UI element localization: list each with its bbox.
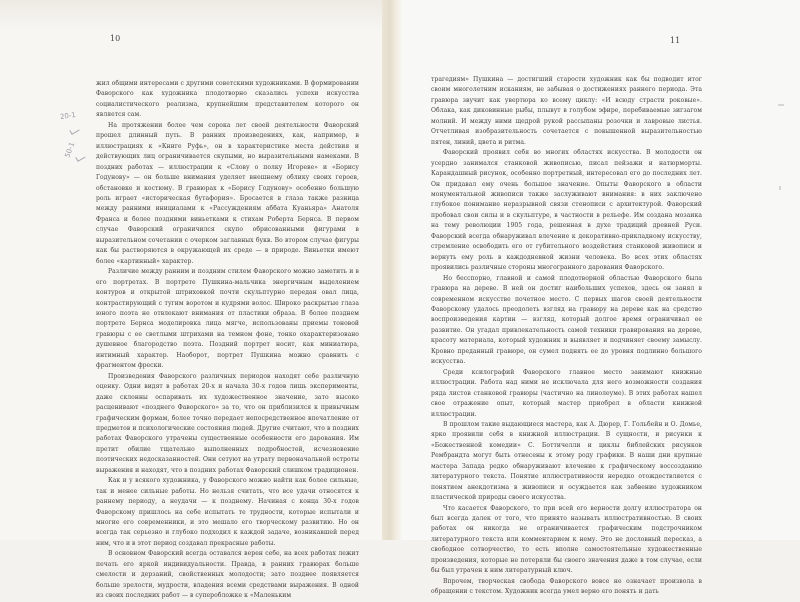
paragraph: Как и у всякого художника, у Фаворского можно найти как более сильные, так и менее сильные работы. Но нельзя считать, что все удачи относятся к раннему периоду, а неудачи — к позднему. Начиная с конца 30-х годов Фаворскому пришлось на себе испытать те трудности, которые испытали и многие его современники, и это мешало его творческому развитию. Но он всегда так серьезно и глубоко подходил к каждой задаче, возникавшей перед ним, что и в этот период создавал прекрасные работы. [96,477,359,547]
paragraph: В прошлом такие выдающиеся мастера, как А. Дюрер, Г. Гольбейн и О. Домье, ярко проявили себя в книжной иллюстрации. В сущности, и рисунки к «Божественной комедии» С. Боттичелли и циклы библейских рисунков Рембрандта могут быть отнесены к этому роду графики. В наши дни крупные мастера Запада редко обнаруживают влечение к графическому воссозданию литературного текста. Понятие иллюстративности нередко отождествляется с понятием анекдотизма в живописи и осуждается как забвение художником пластической природы своего искусства. [431,420,702,502]
paragraph: В основном Фаворский всегда оставался верен себе, на всех работах лежит печать его яркой индивидуальности. Правда, в ранних гравюрах больше смелости и дерзаний, свойственных молодости; зато позднее появляется больше зрелости, мудрости, владения всеми средствами выражения. В одной из своих последних работ — в суперобложке к «Маленьким [96,550,359,600]
paragraph: жил общими интересами с другими советскими художниками. В формировании Фаворского как художника плодотворно сказались успехи искусства социалистического реализма, крупнейшим представителем которого он является сам. [96,80,359,119]
paragraph: Впрочем, творческая свобода Фаворского вовсе не означает произвола в обращении с текстом. Художник всегда умел верно его понять и дать [431,577,702,596]
book-gutter [382,0,402,540]
paper-speck [779,186,781,190]
margin-note: 50-1 [63,141,77,159]
paragraph: Но бесспорно, главной и самой плодотворной областью Фаворского была гравюра на дереве. В ней он достиг наибольших успехов, здесь он занял в современном искусстве почетное место. С первых шагов своей деятельности Фаворскому удалось преодолеть взгляд на гравюру на дереве как на средство воспроизведения картин — взгляд, который долгое время ограничивал ее развитие. Он угадал привлекательность самой техники гравирования на дереве, красоту материала, который художник и выявляет и подчиняет своему замыслу. Кровно преданный гравюре, он сумел поднять ее до уровня подлинно большого искусства. [431,274,702,366]
paper-speck [778,104,784,106]
margin-note: 20-1 [59,110,77,122]
page-number-left: 10 [110,34,121,43]
right-page-body [431,75,702,598]
left-page-body [96,79,359,602]
paragraph: На протяжении более чем сорока лет своей деятельности Фаворский прошел длинный путь. В ранних произведениях, как, например, в иллюстрациях к «Книге Руфь», он в характеристике места действия и действующих лиц ограничивается скупыми, но выразительными намеками. В поздних работах — иллюстрации к «Слову о полку Игореве» и «Борису Годунову» — он больше внимания уделяет внешнему облику своих героев, обстановке и костюму. В гравюрах к «Борису Годунову» особенно большую роль играет «историческая бутафория». Бросается в глаза также разница между ранними инициалами к «Рассуждениям аббата Куаньяра» Анатоля Франса и более поздними виньетками к стихам Роберта Бернса. В первом случае Фаворский ограничился скупо обрисованными фигурами в выразительном сочетании с очерком заглавных букв. Во втором случае фигуры как бы растворяются в окружающей их среде — в природе. Виньетки имеют более «картинный» характер. [96,121,359,265]
paragraph: Различие между ранним и поздним стилем Фаворского можно заметить и в его портретах. В портрете Пушкина-мальчика энергичным выделением контуров и открытой штриховкой почти скульптурно передан овал лица, контрастирующий с тугим воротом и кудрями волос. Широко раскрытые глаза юного поэта не отвлекают внимания от пластики образа. В более позднем портрете Бернса моделировка лица мягче, использованы приемы тоновой гравюры с ее светлыми штрихами на темном фоне, тонко охарактеризовано душевное благородство поэта. Поздний портрет носит, как миниатюра, интимный характер. Наоборот, портрет Пушкина можно сравнить с фрагментом фрески. [96,268,359,370]
paragraph: Произведения Фаворского различных периодов находят себе различную оценку. Одни видят в работах 20-х и начала 30-х годов лишь эксперименты, даже склонны оспаривать их художественное значение, зато высоко расценивают «позднего Фаворского» за то, что он приблизился к привычным графическим формам, более точно передает непосредственное впечатление от предметов и психологические состояния людей. Другие считают, что в поздних работах Фаворского утрачены существенные особенности его дарования. Им претит обилие тщательно выполненных подробностей, исчезновение поэтических недосказанностей. Они сетуют на утрату первоначальной остроты выражения и находят, что в поздних работах Фаворский слишком традиционен. [96,372,359,474]
paragraph: Среди ксилографий Фаворского главное место занимают книжные иллюстрации. Работа над ними не исключала для него возможности создания ряда листов станковой гравюры (частично на линолеуме). В этих работах нашел свое отражение опыт, который мастер приобрел в области книжной иллюстрации. [431,368,702,418]
page-number-right: 11 [670,36,681,45]
paragraph: трагедиям» Пушкина — достигший старости художник как бы подводит итог своим многолетним исканиям, не забывая о достижениях раннего периода. Эта гравюра звучит как увертюра ко всему циклу: «И всюду страсти роковые». Облака, как диковинные рыбы, плывут в голубом эфире, перебиваемые зигзагом молний. И между ними щедрой рукой рассыпаны розочки и лавровые листья. Отчетливая изобразительность сочетается с повышенной выразительностью пятен, линий, цвета и ритма. [431,76,702,146]
paragraph: Фаворский проявил себя во многих областях искусства. В молодости он усердно занимался станковой живописью, писал пейзажи и натюрморты. Карандашный рисунок, особенно портретный, интересовал его до последних лет. Он придавал ему очень большое значение. Опыты Фаворского в области монументальной живописи также заслуживают внимания: в них заключено глубокое понимание неразрывной связи стенописи с архитектурой. Фаворский пробовал свои силы и в скульптуре, в частности в рельефе. Им создана мозаика на тему революции 1905 года, решенная в духе традиций древней Руси. Фаворский всегда обнаруживал влечение к декоративно-прикладному искусству, стремление освободить его от губительного воздействия станковой живописи и вернуть ему роль в каждодневной жизни человека. Во всех этих областях проявились различные стороны многогранного дарования Фаворского. [431,149,702,272]
paragraph: Что касается Фаворского, то при всей его верности долгу иллюстратора он был всегда далек от того, что принято называть иллюстративностью. В своих работах он никогда не ограничивается графическим подстрочником литературного текста или комментарием к нему. Это не дословный пересказ, а свободное сотворчество, то есть вполне самостоятельные художественные произведения, которые не потеряли бы своего значения даже в том случае, если бы был утрачен к ним литературный ключ. [431,504,702,575]
